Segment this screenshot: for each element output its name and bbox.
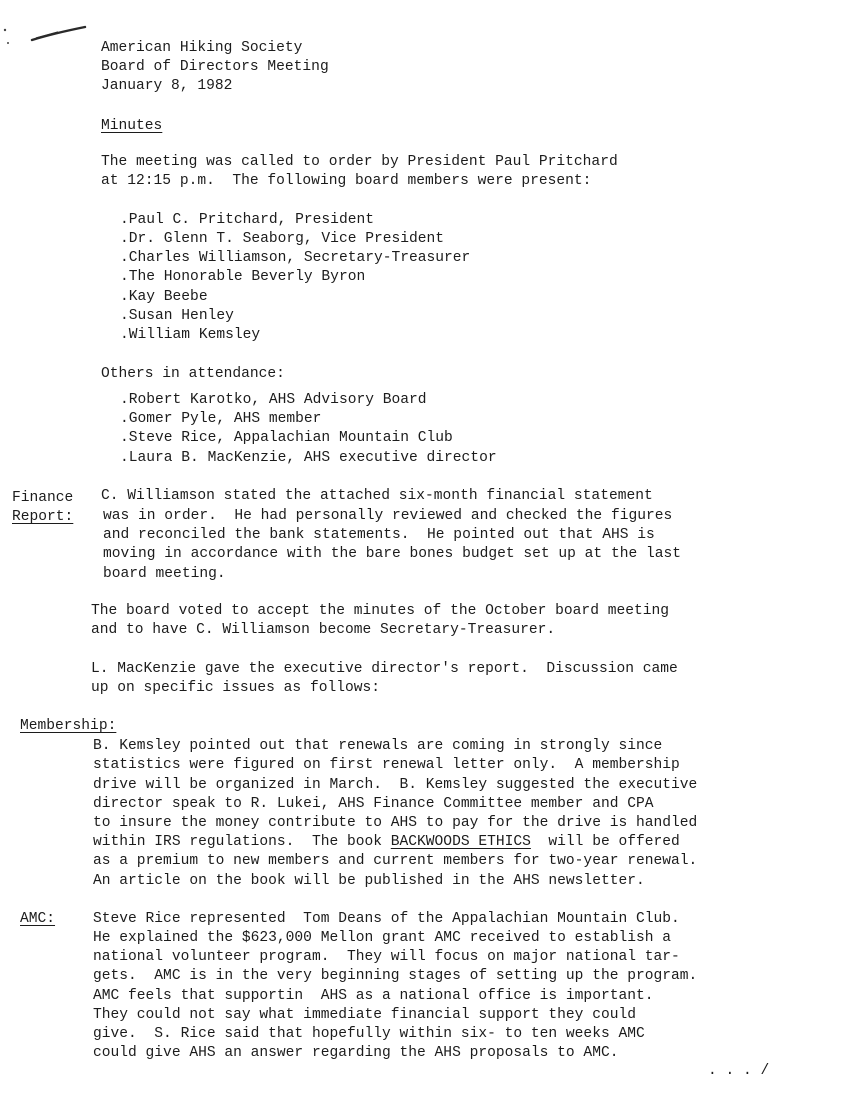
report-line: up on specific issues as follows: — [91, 680, 381, 696]
paragraph-line: and reconciled the bank statements. He pointed out that AHS is — [103, 527, 655, 543]
list-item: .Steve Rice, Appalachian Mountain Club — [120, 430, 453, 446]
paragraph-line: gets. AMC is in the very beginning stages of setting up the program. — [93, 968, 698, 984]
meeting-name: Board of Directors Meeting — [101, 59, 329, 75]
text-run: within IRS regulations. The book — [93, 834, 391, 850]
paragraph-line: moving in accordance with the bare bones budget set up at the last — [103, 546, 682, 562]
finance-label: Finance — [12, 490, 74, 506]
continued-marker: . . . / — [708, 1063, 770, 1079]
paragraph-line: national volunteer program. They will focus on major national tar- — [93, 949, 680, 965]
amc-label: AMC: — [20, 911, 56, 927]
vote-line: The board voted to accept the minutes of the October board meeting — [91, 603, 670, 619]
text-run: will be offered — [530, 834, 680, 850]
paragraph-line: was in order. He had personally reviewed and checked the figures — [103, 508, 673, 524]
paragraph-line: as a premium to new members and current members for two-year renewal. — [93, 853, 698, 869]
list-item: .Laura B. MacKenzie, AHS executive director — [120, 450, 497, 466]
report-label: Report: — [12, 509, 74, 525]
list-item: .Kay Beebe — [120, 289, 208, 305]
membership-label: Membership: — [20, 718, 117, 734]
list-item: .Gomer Pyle, AHS member — [120, 411, 322, 427]
paragraph-line: Steve Rice represented Tom Deans of the Appalachian Mountain Club. — [93, 911, 680, 927]
org-name: American Hiking Society — [101, 40, 303, 56]
paragraph-line: board meeting. — [103, 566, 226, 582]
list-item: .The Honorable Beverly Byron — [120, 269, 366, 285]
paragraph-line: B. Kemsley pointed out that renewals are coming in strongly since — [93, 738, 663, 754]
list-item: .Susan Henley — [120, 308, 234, 324]
paragraph-line: drive will be organized in March. B. Kemsley suggested the executive — [93, 777, 698, 793]
list-item: .Charles Williamson, Secretary-Treasurer — [120, 250, 471, 266]
list-item: .Paul C. Pritchard, President — [120, 212, 374, 228]
paragraph-line: director speak to R. Lukei, AHS Finance Committee member and CPA — [93, 796, 654, 812]
vote-line: and to have C. Williamson become Secretary-Treasurer. — [91, 622, 556, 638]
paragraph-line: An article on the book will be published in the AHS newsletter. — [93, 873, 645, 889]
meeting-date: January 8, 1982 — [101, 78, 233, 94]
list-item: .Robert Karotko, AHS Advisory Board — [120, 392, 427, 408]
intro-line: at 12:15 p.m. The following board members were present: — [101, 173, 592, 189]
list-item: .Dr. Glenn T. Seaborg, Vice President — [120, 231, 445, 247]
paragraph-line: He explained the $623,000 Mellon grant AMC received to establish a — [93, 930, 672, 946]
paragraph-line: They could not say what immediate financial support they could — [93, 1007, 636, 1023]
minutes-title: Minutes — [101, 118, 163, 134]
book-title: BACKWOODS ETHICS — [390, 834, 531, 850]
paragraph-line: C. Williamson stated the attached six-month financial statement — [101, 488, 653, 504]
report-line: L. MacKenzie gave the executive director's report. Discussion came — [91, 661, 678, 677]
list-item: .William Kemsley — [120, 327, 261, 343]
paragraph-line: AMC feels that supportin AHS as a national office is important. — [93, 988, 654, 1004]
paragraph-line: to insure the money contribute to AHS to pay for the drive is handled — [93, 815, 698, 831]
others-title: Others in attendance: — [101, 366, 285, 382]
paragraph-line: give. S. Rice said that hopefully within six- to ten weeks AMC — [93, 1026, 645, 1042]
paragraph-line: statistics were figured on first renewal letter only. A membership — [93, 757, 680, 773]
paragraph-line: could give AHS an answer regarding the AHS proposals to AMC. — [93, 1045, 619, 1061]
pen-mark-icon — [0, 18, 95, 48]
paragraph-line — [93, 833, 680, 852]
intro-line: The meeting was called to order by President Paul Pritchard — [101, 154, 618, 170]
